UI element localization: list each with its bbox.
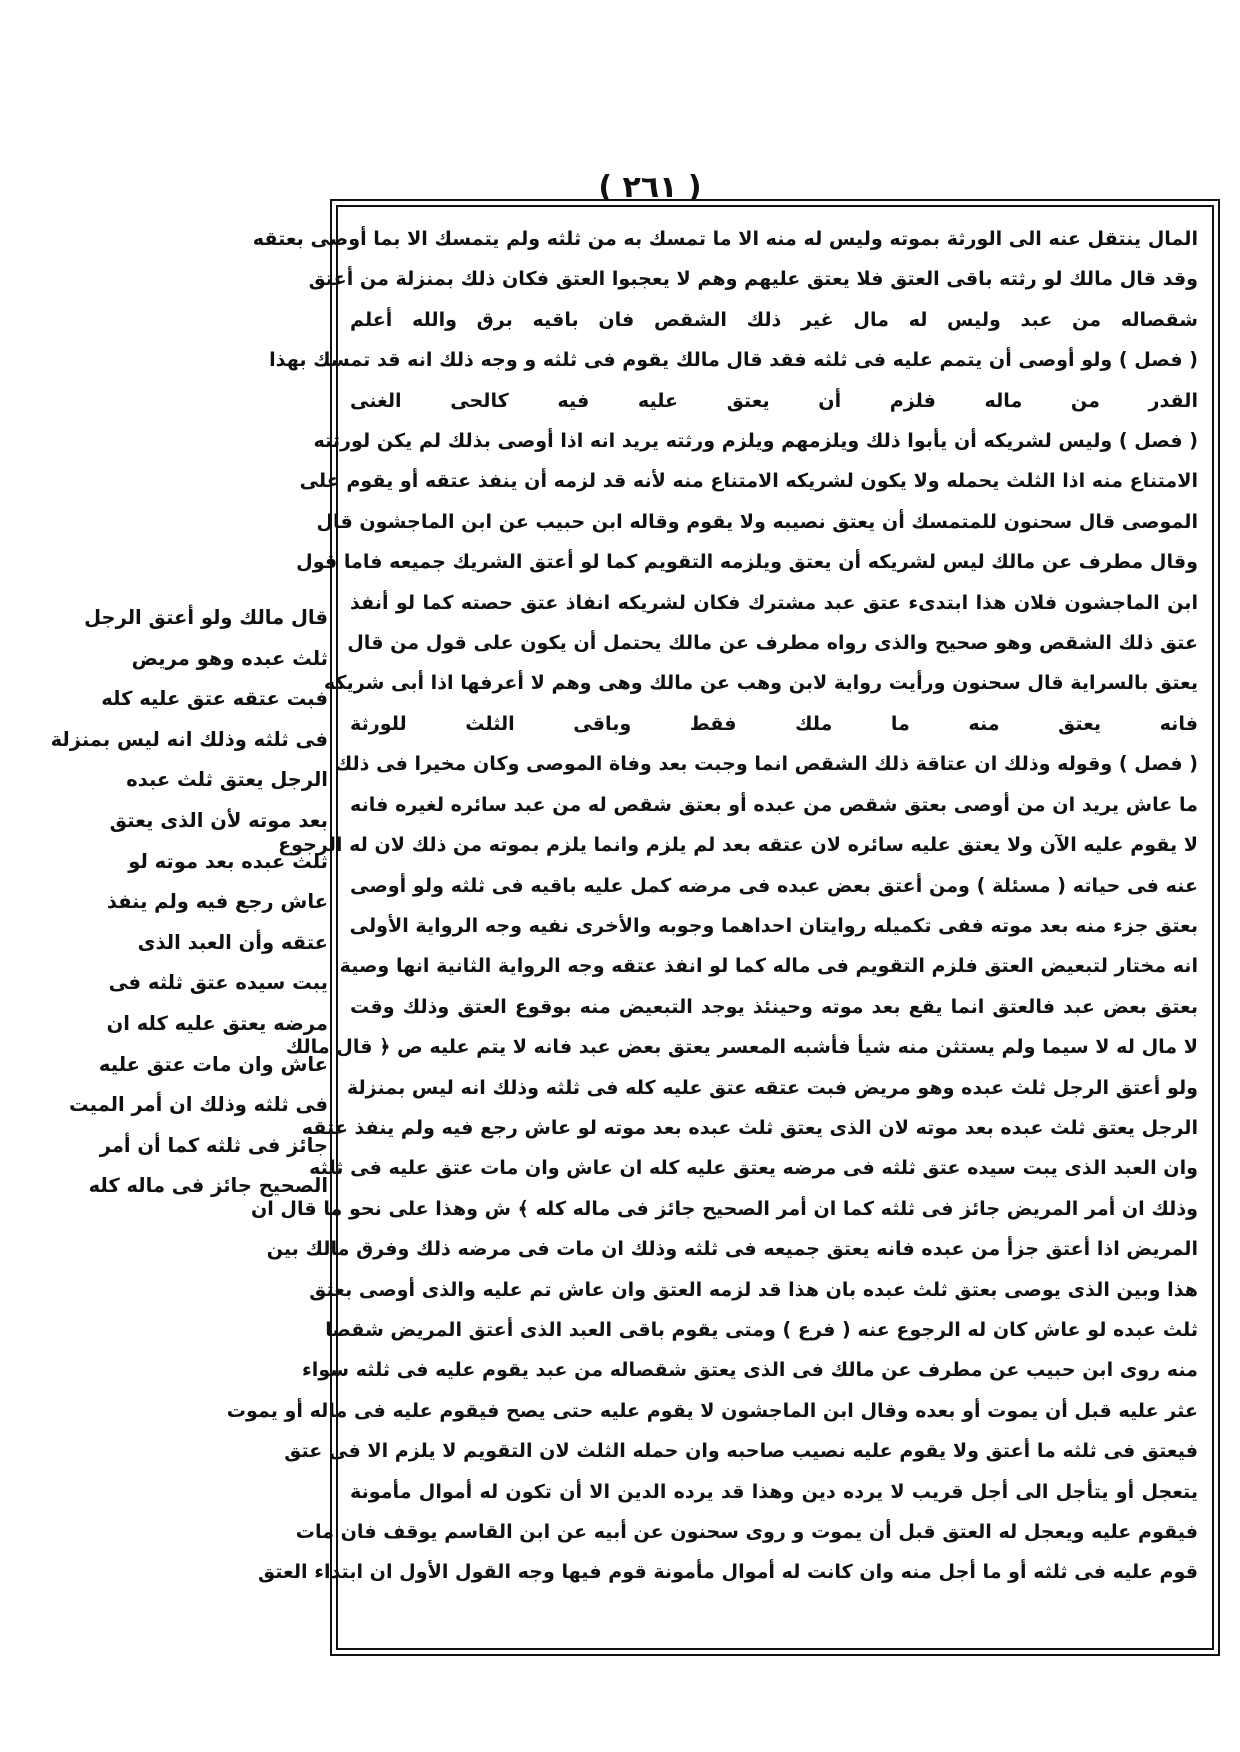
margin-note-line: عتقه وأن العبد الذى	[137, 930, 328, 954]
text-line: الموصى قال سحنون للمتمسك أن يعتق نصيبه ولا يقوم وقاله ابن حبيب عن ابن الماجشون قال	[316, 509, 1198, 533]
text-line: المال ينتقل عنه الى الورثة بموته وليس له منه الا ما تمسك به من ثلثه ولم يتمسك الا بما أوصى بعتقه	[252, 227, 1198, 250]
text-line: ( فصل ) وليس لشريكه أن يأبوا ذلك ويلزمهم ويلزم ورثته يريد انه اذا أوصى بذلك لم يكن لورثته	[313, 429, 1198, 453]
text-line: الامتناع منه اذا الثلث يحمله ولا يكون لشريكه الامتناع منه لأنه قد لزمه أن ينفذ عتقه أو يقوم على	[299, 469, 1198, 493]
page-number: ( ٢٦١ )	[598, 170, 702, 205]
text-line: الرجل يعتق ثلث عبده بعد موته لان الذى يعتق ثلث عبده بعد موته لو عاش رجع فيه ولم ينفذ عتقه	[301, 1115, 1198, 1139]
margin-note-line: فى ثلثه وذلك انه ليس بمنزلة	[50, 727, 328, 751]
text-line: ثلث عبده لو عاش كان له الرجوع عنه ( فرع ) ومتى يقوم باقى العبد الذى أعتق المريض شقصا	[325, 1317, 1198, 1341]
margin-note	[50, 598, 328, 1207]
text-line: ما عاش يريد ان من أوصى بعتق شقص من عبده أو بعتق شقص له من عبد سائره لغيره فانه	[350, 792, 1198, 816]
margin-note-line: عاش رجع فيه ولم ينفذ	[106, 890, 328, 914]
text-line: يعتق بالسراية قال سحنون ورأيت رواية لابن وهب عن مالك وهى وهم لا أعرفها اذا أبى شريكه	[323, 671, 1198, 695]
text-line: عتق ذلك الشقص وهو صحيح والذى رواه مطرف عن مالك يحتمل أن يكون على قول من قال	[347, 631, 1198, 655]
text-line: لا يقوم عليه الآن ولا يعتق عليه سائره لان عتقه بعد لم يلزم وانما يلزم بموته من ذلك لان له الرجوع	[278, 833, 1198, 857]
text-line: عثر عليه قبل أن يموت أو بعده وقال ابن الماجشون لا يقوم عليه حتى يصح فيقوم عليه فى ماله أو يموت	[226, 1398, 1198, 1422]
text-line: وان العبد الذى يبت سيده عتق ثلثه فى مرضه يعتق عليه كله ان عاش وان مات عتق عليه فى ثلثه	[309, 1156, 1198, 1180]
text-line: وقال مطرف عن مالك ليس لشريكه أن يعتق ويلزمه التقويم كما لو أعتق الشريك جميعه فاما قول	[296, 550, 1198, 574]
text-line: لا مال له لا سيما ولم يستثن منه شيأ فأشبه المعسر يعتق بعض عبد فانه لا يتم عليه ص ﴿ قال مالك	[285, 1035, 1198, 1059]
text-line: المريض اذا أعتق جزأ من عبده فانه يعتق جميعه فى ثلثه وذلك ان مات فى مرضه ذلك وفرق مالك بين	[266, 1237, 1198, 1261]
margin-note-line: فبت عتقه عتق عليه كله	[101, 687, 328, 711]
text-line: بعتق جزء منه بعد موته ففى تكميله روايتان احداهما وجوبه والأخرى نفيه وجه الرواية الأولى	[349, 913, 1198, 937]
text-line: وذلك ان أمر المريض جائز فى ثلثه كما ان أمر الصحيح جائز فى ماله كله ﴾ ش وهذا على نحو ما قال ان	[250, 1196, 1198, 1220]
margin-note-line: ثلث عبده بعد موته لو	[128, 849, 328, 873]
text-line: بعتق بعض عبد فالعتق انما يقع بعد موته وحينئذ يوجد التبعيض منه بوقوع العتق وذلك وقت	[350, 994, 1198, 1018]
margin-note-line: قال مالك ولو أعتق الرجل	[84, 606, 328, 629]
margin-note-line: ثلث عبده وهو مريض	[131, 646, 328, 670]
text-line: فيقوم عليه ويعجل له العتق قبل أن يموت و روى سحنون عن أبيه عن ابن القاسم يوقف فان مات	[295, 1520, 1198, 1543]
text-line: ابن الماجشون فلان هذا ابتدىء عتق عبد مشترك فكان لشريكه انفاذ عتق حصته كما لو أنفذ	[350, 590, 1198, 614]
margin-note-line: يبت سيده عتق ثلثه فى	[108, 971, 328, 995]
text-line: ( فصل ) ولو أوصى أن يتمم عليه فى ثلثه فقد قال مالك يقوم فى ثلثه و وجه ذلك انه قد تمسك بهذا	[269, 348, 1198, 372]
margin-note-line: بعد موته لأن الذى يعتق	[109, 808, 328, 832]
text-line: وقد قال مالك لو رثته باقى العتق فلا يعتق عليهم وهم لا يعجبوا العتق فكان ذلك بمنزلة من أعتق	[308, 267, 1198, 291]
margin-note-line: مرضه يعتق عليه كله ان	[106, 1011, 328, 1035]
margin-note-line: جائز فى ثلثه كما أن أمر	[99, 1133, 328, 1157]
text-line: فانه يعتق منه ما ملك فقط وباقى الثلث للورثة	[350, 711, 1198, 735]
text-line: فيعتق فى ثلثه ما أعتق ولا يقوم عليه نصيب صاحبه وان حمله الثلث لان التقويم لا يلزم الا فى عتق	[284, 1439, 1198, 1463]
text-line: يتعجل أو يتأجل الى أجل قريب لا يرده دين وهذا قد يرده الدين الا أن تكون له أموال مأمونة	[350, 1479, 1198, 1503]
margin-note-line: الرجل يعتق ثلث عبده	[126, 768, 328, 792]
text-line: ولو أعتق الرجل ثلث عبده وهو مريض فبت عتقه عتق عليه كله فى ثلثه وذلك انه ليس بمنزلة	[346, 1075, 1198, 1099]
text-line: هذا وبين الذى يوصى بعتق ثلث عبده بان هذا قد لزمه العتق وان عاش تم عليه والذى أوصى بعتق	[309, 1277, 1198, 1301]
margin-note-line: فى ثلثه وذلك ان أمر الميت	[68, 1093, 328, 1117]
margin-note-line: عاش وان مات عتق عليه	[98, 1052, 328, 1076]
text-line: انه مختار لتبعيض العتق فلزم التقويم فى ماله كما لو انفذ عتقه وجه الرواية الثانية انها وصية	[339, 954, 1198, 978]
text-line: شقصاله من عبد وليس له مال غير ذلك الشقص فان باقيه برق والله أعلم	[350, 307, 1198, 331]
text-line: عنه فى حياته ( مسئلة ) ومن أعتق بعض عبده فى مرضه كمل عليه باقيه فى ثلثه ولو أوصى	[350, 873, 1198, 897]
text-line: القدر من ماله فلزم أن يعتق عليه فيه كالحى الغنى	[350, 388, 1198, 412]
text-line: ( فصل ) وقوله وذلك ان عتاقة ذلك الشقص انما وجبت بعد وفاة الموصى وكان مخيرا فى ذلك	[334, 752, 1198, 776]
text-line: منه روى ابن حبيب عن مطرف عن مالك فى الذى يعتق شقصاله من عبد يقوم عليه فى ثلثه سواء	[302, 1358, 1198, 1382]
text-line: قوم عليه فى ثلثه أو ما أجل منه وان كانت له أموال مأمونة قوم فيها وجه القول الأول ان ابتداء العتق	[258, 1560, 1198, 1584]
margin-note-line: الصحيح جائز فى ماله كله	[88, 1174, 328, 1198]
